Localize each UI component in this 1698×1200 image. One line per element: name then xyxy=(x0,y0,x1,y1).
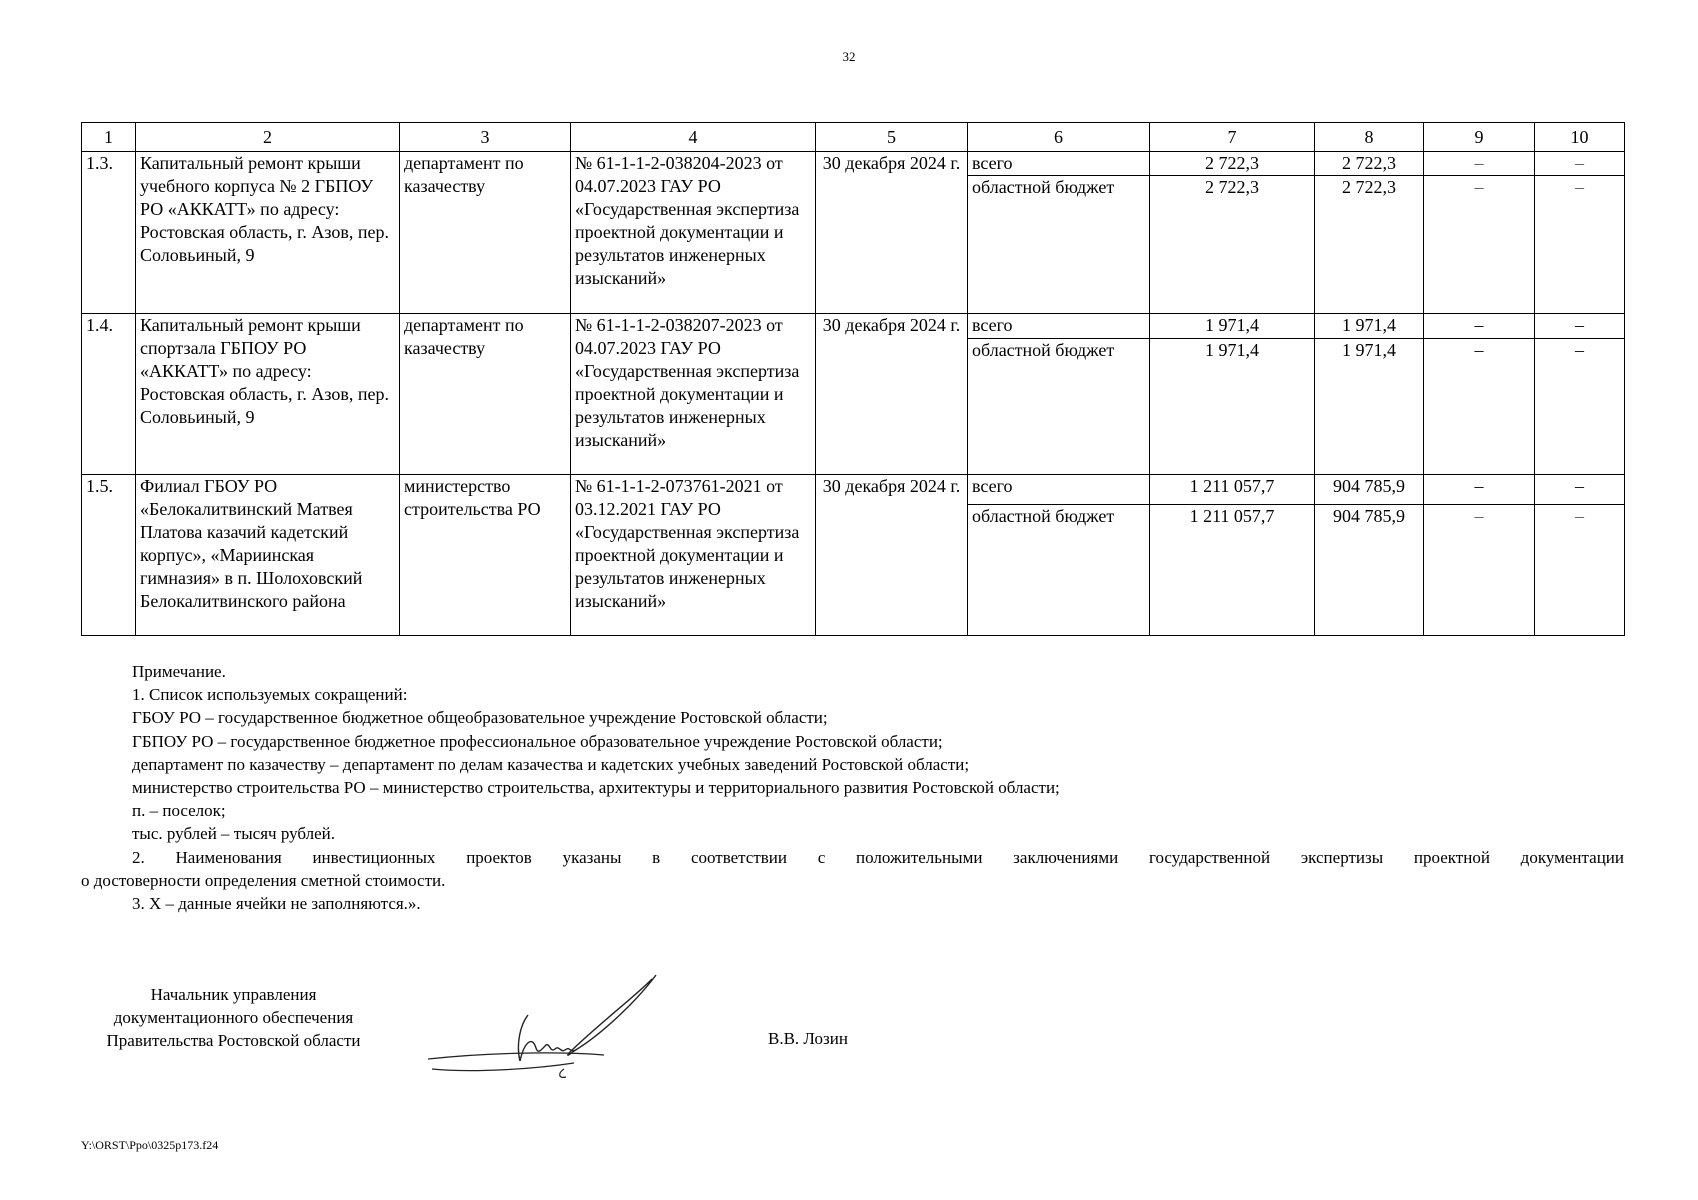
notes-item-2: 2. Наименования инвестиционных проектов указаны в соответствии с положительными заключениями государственной экспертизы проектной документации xyxy=(132,847,1624,867)
abbreviation-line: департамент по казачеству – департамент по делам казачества и кадетских учебных заведений Ростовской области; xyxy=(132,754,970,774)
funding-source: областной бюджет xyxy=(968,505,1150,636)
table-header-row xyxy=(82,123,1625,152)
signatory-name: В.В. Лозин xyxy=(768,1029,848,1048)
project-name: Капитальный ремонт крыши спортзала ГБПОУ РО «АККАТТ» по адресу: Ростовская область, г. Азов, пер. Соловьиный, 9 xyxy=(136,314,400,475)
notes-item-2-continued: о достоверности определения сметной стоимости. xyxy=(81,870,446,890)
header-cell: 1 xyxy=(82,123,136,152)
deadline: 30 декабря 2024 г. xyxy=(816,152,968,314)
value-col8: 1 971,4 xyxy=(1315,339,1424,475)
abbreviation-line: ГБОУ РО – государственное бюджетное общеобразовательное учреждение Ростовской области; xyxy=(132,708,828,728)
project-name: Капитальный ремонт крыши учебного корпуса № 2 ГБПОУ РО «АККАТТ» по адресу: Ростовская область, г. Азов, пер. Соловьиный, 9 xyxy=(136,152,400,314)
value-col9: – xyxy=(1424,475,1535,505)
value-col9: – xyxy=(1424,339,1535,475)
abbreviation-line: ГБПОУ РО – государственное бюджетное профессиональное образовательное учреждение Ростовской области; xyxy=(132,731,943,751)
signatory-title-line: Начальник управления xyxy=(150,985,317,1004)
file-path: Y:\ORST\Ppo\0325p173.f24 xyxy=(81,1138,219,1152)
notes-item-3: 3. Х – данные ячейки не заполняются.». xyxy=(132,894,421,914)
value-col8: 904 785,9 xyxy=(1315,505,1424,636)
header-cell: 6 xyxy=(968,123,1150,152)
funding-source: всего xyxy=(968,314,1150,339)
notes-section xyxy=(81,660,1624,915)
value-col10: – xyxy=(1535,339,1625,475)
header-cell: 7 xyxy=(1150,123,1315,152)
investment-projects-table xyxy=(81,122,1625,636)
funding-source: областной бюджет xyxy=(968,176,1150,314)
expertise-conclusion: № 61-1-1-2-038204-2023 от 04.07.2023 ГАУ РО «Государственная экспертиза проектной документации и результатов инженерных изысканий» xyxy=(571,152,816,314)
header-cell: 10 xyxy=(1535,123,1625,152)
executor: департамент по казачеству xyxy=(400,314,571,475)
abbreviation-line: министерство строительства РО – министерство строительства, архитектуры и территориального развития Ростовской области; xyxy=(132,778,1060,798)
value-col7: 2 722,3 xyxy=(1150,152,1315,176)
executor: министерство строительства РО xyxy=(400,475,571,636)
funding-source: всего xyxy=(968,152,1150,176)
header-cell: 4 xyxy=(571,123,816,152)
row-number: 1.4. xyxy=(82,314,136,475)
expertise-conclusion: № 61-1-1-2-073761-2021 от 03.12.2021 ГАУ РО «Государственная экспертиза проектной документации и результатов инженерных изысканий» xyxy=(571,475,816,636)
signatory-title xyxy=(81,983,386,1052)
executor: департамент по казачеству xyxy=(400,152,571,314)
value-col8: 2 722,3 xyxy=(1315,152,1424,176)
value-col10: – xyxy=(1535,176,1625,314)
value-col7: 2 722,3 xyxy=(1150,176,1315,314)
value-col9: – xyxy=(1424,314,1535,339)
value-col7: 1 971,4 xyxy=(1150,339,1315,475)
table-row xyxy=(82,314,1625,339)
value-col10: – xyxy=(1535,475,1625,505)
table-row xyxy=(82,475,1625,505)
value-col10: – xyxy=(1535,314,1625,339)
value-col9: – xyxy=(1424,152,1535,176)
table-row xyxy=(82,152,1625,176)
value-col10: – xyxy=(1535,505,1625,636)
value-col8: 1 971,4 xyxy=(1315,314,1424,339)
header-cell: 2 xyxy=(136,123,400,152)
deadline: 30 декабря 2024 г. xyxy=(816,314,968,475)
page-number: 32 xyxy=(842,49,856,64)
value-col7: 1 971,4 xyxy=(1150,314,1315,339)
value-col7: 1 211 057,7 xyxy=(1150,505,1315,636)
funding-source: областной бюджет xyxy=(968,339,1150,475)
header-cell: 5 xyxy=(816,123,968,152)
value-col8: 2 722,3 xyxy=(1315,176,1424,314)
header-cell: 8 xyxy=(1315,123,1424,152)
value-col9: – xyxy=(1424,176,1535,314)
header-cell: 3 xyxy=(400,123,571,152)
notes-title: Примечание. xyxy=(132,662,226,681)
value-col8: 904 785,9 xyxy=(1315,475,1424,505)
abbreviation-line: тыс. рублей – тысяч рублей. xyxy=(132,824,335,844)
row-number: 1.5. xyxy=(82,475,136,636)
value-col9: – xyxy=(1424,505,1535,636)
handwritten-signature xyxy=(424,973,664,1083)
deadline: 30 декабря 2024 г. xyxy=(816,475,968,636)
funding-source: всего xyxy=(968,475,1150,505)
header-cell: 9 xyxy=(1424,123,1535,152)
value-col7: 1 211 057,7 xyxy=(1150,475,1315,505)
expertise-conclusion: № 61-1-1-2-038207-2023 от 04.07.2023 ГАУ РО «Государственная экспертиза проектной документации и результатов инженерных изысканий» xyxy=(571,314,816,475)
row-number: 1.3. xyxy=(82,152,136,314)
value-col10: – xyxy=(1535,152,1625,176)
abbreviation-line: п. – поселок; xyxy=(132,801,226,821)
signatory-title-line: документационного обеспечения xyxy=(113,1008,354,1027)
project-name: Филиал ГБОУ РО «Белокалитвинский Матвея Платова казачий кадетский корпус», «Мариинская гимназия» в п. Шолоховский Белокалитвинского района xyxy=(136,475,400,636)
signatory-title-line: Правительства Ростовской области xyxy=(106,1031,361,1050)
notes-item-1: 1. Список используемых сокращений: xyxy=(132,685,408,705)
